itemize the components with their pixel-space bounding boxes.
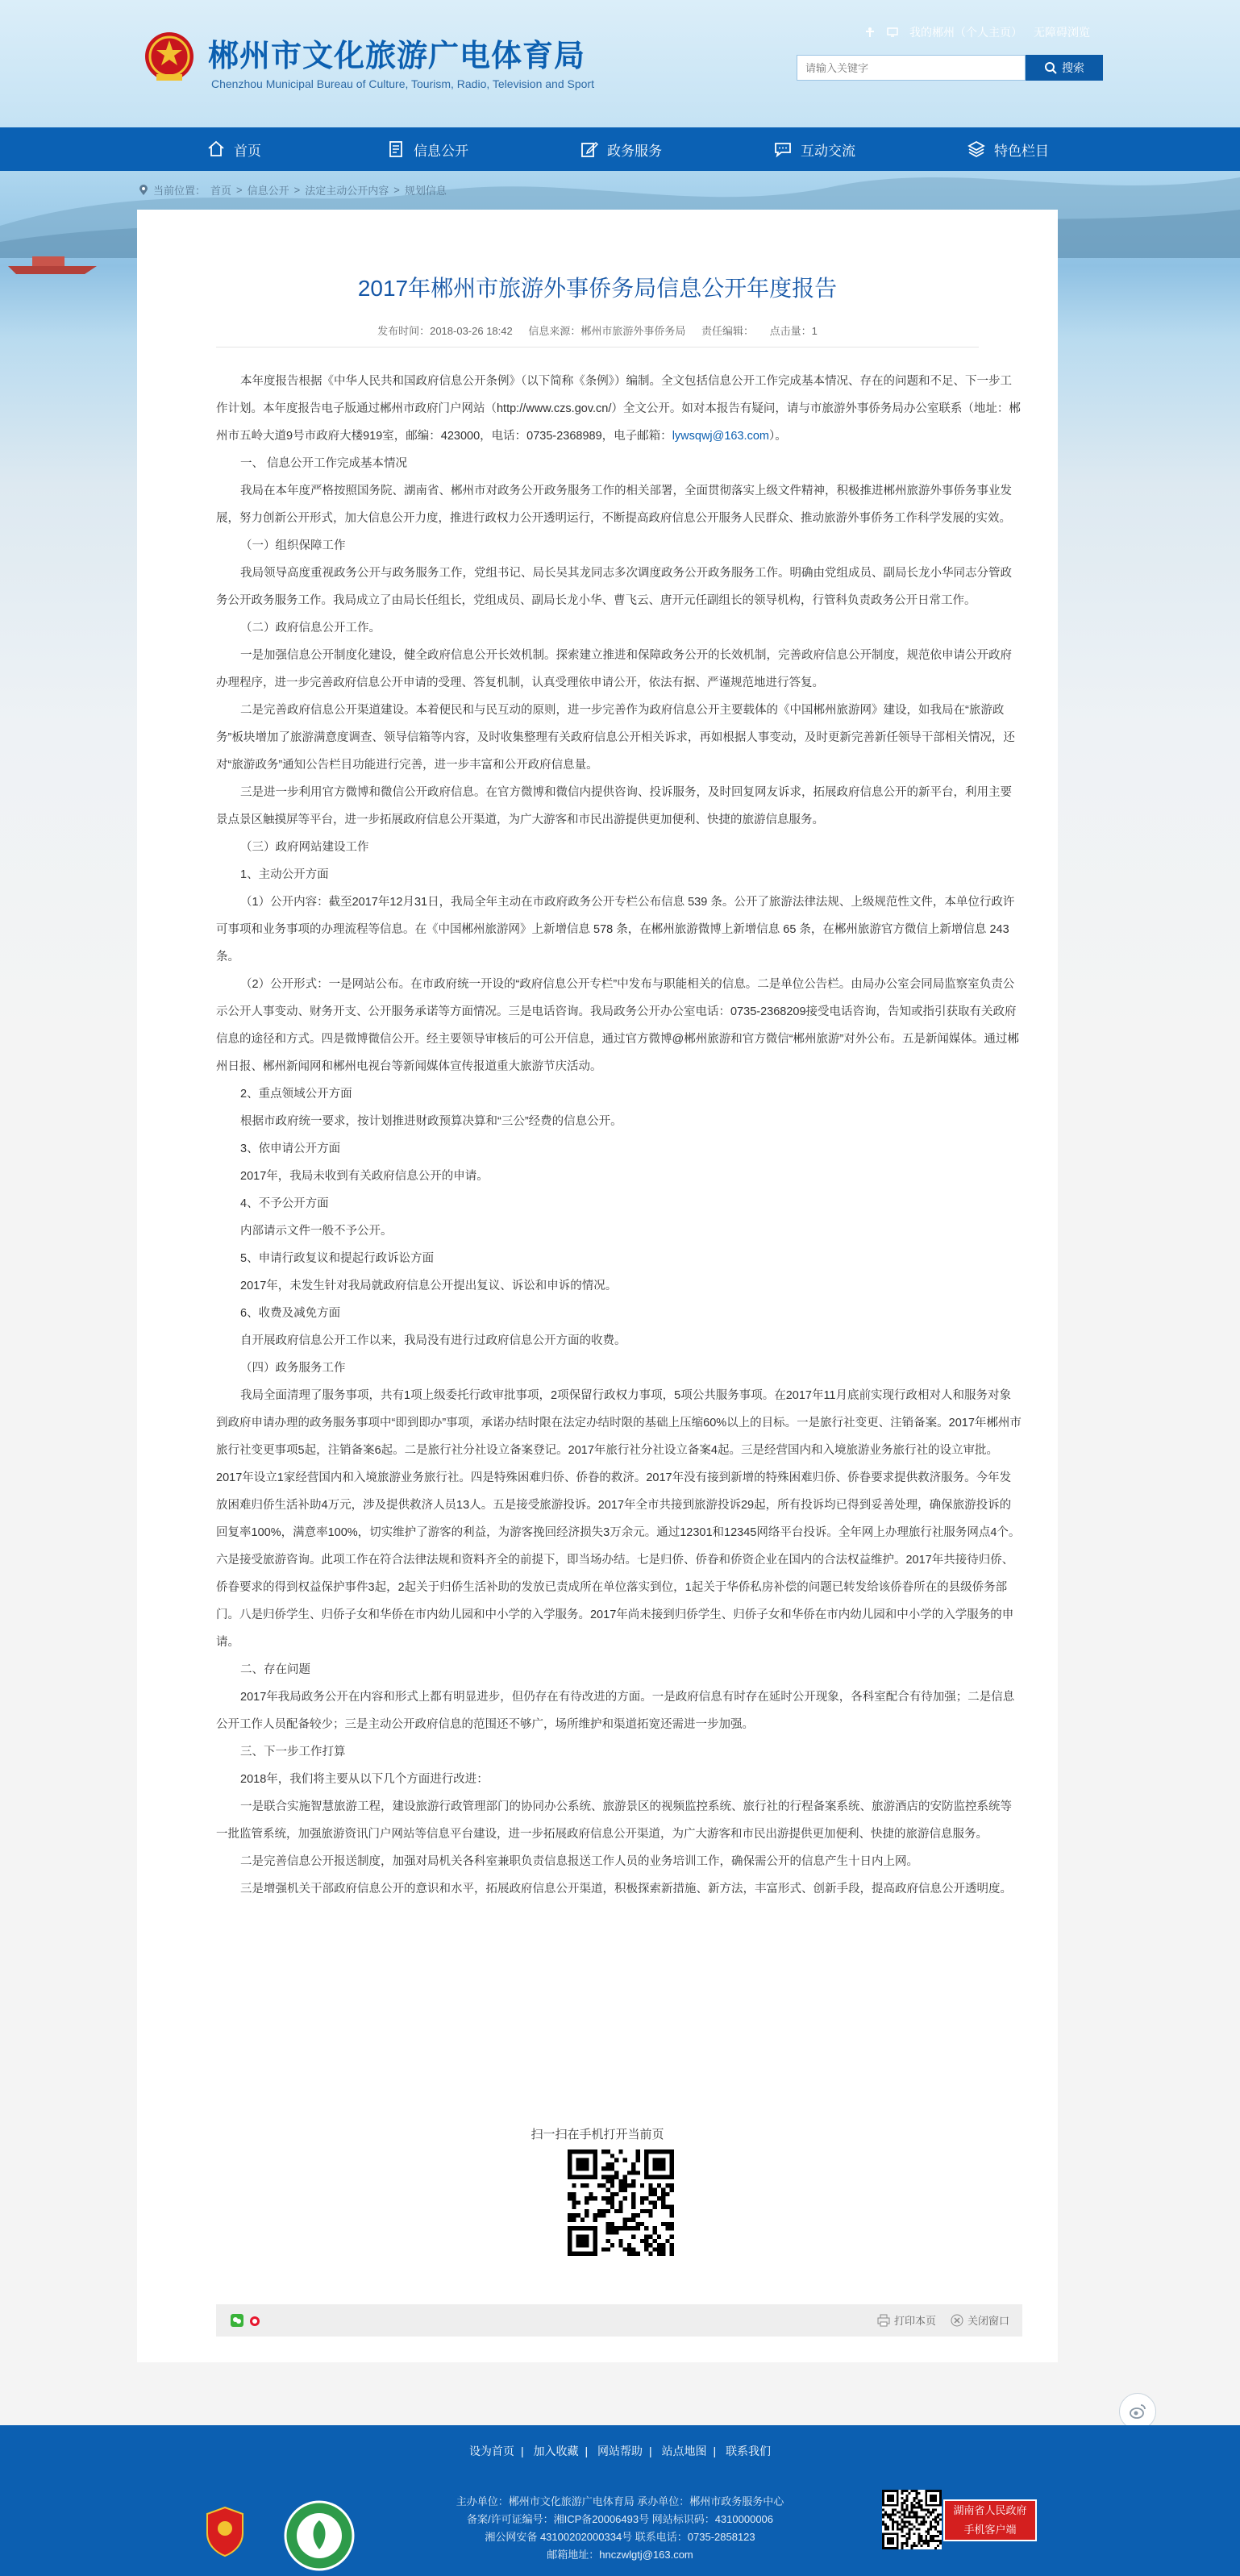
paragraph xyxy=(216,1217,1022,1245)
chat-icon xyxy=(773,139,793,159)
nav-item-interaction[interactable] xyxy=(718,127,911,171)
breadcrumb-item-statutory[interactable]: 法定主动公开内容 xyxy=(305,185,389,197)
weibo-icon xyxy=(1128,2402,1147,2421)
paragraph xyxy=(216,1163,1022,1190)
info-source: 信息来源：郴州市旅游外事侨务局 xyxy=(528,325,686,337)
footer-sponsor: 主办单位：郴州市文化旅游广电体育局 承办单位：郴州市政务服务中心 xyxy=(456,2495,784,2507)
nav-item-label: 互动交流 xyxy=(801,143,855,159)
national-emblem-icon xyxy=(142,29,197,85)
paragraph-text: 3、依申请公开方面 xyxy=(240,1142,341,1155)
paragraph-text: 一是联合实施智慧旅游工程，建设旅游行政管理部门的协同办公系统、旅游景区的视频监控系统、旅行社的行程备案系统、旅游酒店的安防监控系统等一批监管系统，加强旅游资讯门户网站等信息平台建设，进一步拓展政府信息公开渠道，为广大游客和市民出游提供更加便利、快捷的旅游信息服务。 xyxy=(216,1800,1012,1841)
paragraph-text: 三、下一步工作打算 xyxy=(240,1746,346,1758)
paragraph xyxy=(216,560,1022,614)
paragraph xyxy=(216,368,1022,450)
publish-time: 发布时间：2018-03-26 18:42 xyxy=(377,325,513,337)
layers-icon xyxy=(967,139,986,159)
document-icon xyxy=(386,139,406,159)
location-icon xyxy=(139,185,148,196)
section-heading xyxy=(216,614,1022,642)
paragraph-text: 4、不予公开方面 xyxy=(240,1197,329,1210)
footer-link-sitemap[interactable]: 站点地图 xyxy=(661,2445,707,2457)
article-card xyxy=(137,210,1058,2362)
paragraph-text: （一）组织保障工作 xyxy=(240,539,346,552)
paragraph xyxy=(216,642,1022,697)
nav-item-featured[interactable] xyxy=(911,127,1105,171)
footer-police: 湘公网安备 43100202000334号 联系电话：0735-2858123 xyxy=(485,2531,755,2543)
nav-item-gov-service[interactable] xyxy=(524,127,718,171)
top-links xyxy=(864,24,1090,40)
paragraph-text: 三是增强机关干部政府信息公开的意识和水平，拓展政府信息公开渠道，积极探索新措施、新方法，丰富形式、创新手段，提高政府信息公开透明度。 xyxy=(240,1883,1012,1896)
section-heading xyxy=(216,1656,1022,1683)
paragraph-text: （四）政务服务工作 xyxy=(240,1362,346,1375)
main-nav xyxy=(0,127,1240,171)
paragraph-text: 1、主动公开方面 xyxy=(240,868,329,881)
boat-decoration xyxy=(0,242,113,282)
article-toolbar xyxy=(216,2304,1022,2337)
paragraph xyxy=(216,1793,1022,1848)
section-heading xyxy=(216,1080,1022,1108)
paragraph-text: 二是完善政府信息公开渠道建设。本着便民和与民互动的原则，进一步完善作为政府信息公开主要载体的《中国郴州旅游网》建设，如我局在“旅游政务”板块增加了旅游满意度调查、领导信箱等内容，及时收集整理有关政府信息公开相关诉求，再如根据人事变动，及时更新完善新任领导干部相关情况，还对“旅游政务”通知公告栏目功能进行完善，进一步丰富和公开政府信息量。 xyxy=(216,704,1015,772)
footer-links: 设为首页 | 加入收藏 | 网站帮助 | 站点地图 | 联系我们 xyxy=(468,2445,772,2457)
paragraph-text: 内部请示文件一般不予公开。 xyxy=(240,1225,393,1238)
print-button[interactable] xyxy=(877,2312,936,2328)
search-button[interactable] xyxy=(1026,55,1103,81)
nav-item-label: 信息公开 xyxy=(414,143,468,159)
paragraph-text: 三是进一步利用官方微博和微信公开政府信息。在官方微博和微信内提供咨询、投诉服务，及时回复网友诉求，拓展政府信息公开的新平台，利用主要景点景区触摸屏等平台，进一步拓展政府信息公开渠道，为广大游客和市民出游提供更加便利、快捷的旅游信息服务。 xyxy=(216,786,1012,826)
paragraph-text: 2017年，我局未收到有关政府信息公开的申请。 xyxy=(240,1170,489,1183)
close-window-button[interactable] xyxy=(951,2312,1009,2328)
nav-item-label: 政务服务 xyxy=(607,143,662,159)
section-heading xyxy=(216,1245,1022,1272)
paragraph-text: 我局全面清理了服务事项，共有1项上级委托行政审批事项，2项保留行政权力事项，5项公共服务事项。在2017年11月底前实现行政相对人和服务对象到政府申请办理的政务服务事项中“即到即办”事项，承诺办结时限在法定办结时限的基础上压缩60%以上的目标。一是旅行社变更、注销备案。2017年郴州市旅行社变更事项5起，注销备案6起。二是旅行社分社设立备案登记。2017年旅行社分社设立备案4起。三是经营国内和入境旅游业务旅行社的设立审批。2017年设立1家经营国内和入境旅游业务旅行社。四是特殊困难归侨、侨眷的救济。2017年没有接到新增的特殊困难归侨、侨眷要求提供救济服务。今年发放困难归侨生活补助4万元，涉及提供救济人员13人。五是接受旅游投诉。2017年全市共接到旅游投诉29起，所有投诉均已得到妥善处理，确保旅游投诉的回复率100%，满意率100%，切实维护了游客的利益，为游客挽回经济损失3万余元。通过12301和12345网络平台投诉。全年网上办理旅行社服务网点4个。六是接受旅游咨询。此项工作在符合法律法规和资料齐全的前提下，即当场办结。七是归侨、侨眷和侨资企业在国内的合法权益维护。2017年共接待归侨、侨眷要求的得到权益保护事件3起，2起关于归侨生活补助的发放已责成所在单位落实到位，1起关于华侨私房补偿的问题已转发给该侨眷所在的县级侨务部门。八是归侨学生、归侨子女和华侨在市内幼儿园和中小学的入学服务。2017年尚未接到归侨学生、归侨子女和华侨在市内幼儿园和中小学的入学服务的申请。 xyxy=(216,1389,1022,1649)
paragraph-text: 5、申请行政复议和提起行政诉讼方面 xyxy=(240,1252,435,1265)
editor: 责任编辑： xyxy=(701,325,755,337)
section-heading xyxy=(216,1355,1022,1382)
paragraph-text: 6、收费及减免方面 xyxy=(240,1307,341,1320)
accessible-browse-link[interactable]: 无障碍浏览 xyxy=(1034,26,1090,39)
paragraph xyxy=(216,971,1022,1080)
paragraph xyxy=(216,697,1022,779)
site-subtitle: Chenzhou Municipal Bureau of Culture, Tourism, Radio, Television and Sport xyxy=(211,77,594,90)
paragraph-text: 2018年，我们将主要从以下几个方面进行改进： xyxy=(240,1773,489,1786)
section-heading xyxy=(216,861,1022,888)
nav-item-home[interactable] xyxy=(137,127,331,171)
close-label: 关闭窗口 xyxy=(967,2315,1009,2327)
article-title: 2017年郴州市旅游外事侨务局信息公开年度报告 xyxy=(357,276,838,301)
article-meta xyxy=(137,323,1058,338)
paragraph xyxy=(216,1683,1022,1738)
breadcrumb-item-home[interactable]: 首页 xyxy=(210,185,232,197)
paragraph xyxy=(216,1766,1022,1793)
footer-link-favorite[interactable]: 加入收藏 xyxy=(533,2445,579,2457)
paragraph-text: 根据市政府统一要求，按计划推进财政预算决算和“三公”经费的信息公开。 xyxy=(240,1115,622,1128)
footer-email: 邮箱地址：hnczwlgtj@163.com xyxy=(547,2549,693,2561)
section-heading xyxy=(216,1190,1022,1217)
nav-item-label: 首页 xyxy=(234,143,261,159)
close-icon xyxy=(951,2314,963,2327)
paragraph-text: （三）政府网站建设工作 xyxy=(240,841,369,854)
breadcrumb: 当前位置： 首页 > 信息公开 > 法定主动公开内容 > 规划信息 xyxy=(139,182,447,198)
section-heading xyxy=(216,1135,1022,1163)
paragraph xyxy=(216,1382,1022,1656)
paragraph-text: 一、 信息公开工作完成基本情况 xyxy=(240,457,408,470)
breadcrumb-item-planning[interactable]: 规划信息 xyxy=(404,185,447,197)
paragraph xyxy=(216,477,1022,532)
paragraph-text: （1）公开内容：截至2017年12月31日，我局全年主动在市政府政务公开专栏公布信息 539 条。公开了旅游法律法规、上级规范性文件，本单位行政许可事项和业务事项的办理流程等信息。在《中国郴州旅游网》上新增信息 578 条，在郴州旅游微博上新增信息 65 条，在郴州旅游官方微信上新增信息 243 条。 xyxy=(216,896,1015,963)
paragraph xyxy=(216,1272,1022,1300)
qr-code xyxy=(568,2149,674,2256)
monitor-icon xyxy=(887,27,898,38)
print-label: 打印本页 xyxy=(893,2315,936,2327)
paragraph-text: 一是加强信息公开制度化建设，健全政府信息公开长效机制。探索建立推进和保障政务公开的长效机制，完善政府信息公开制度，规范依申请公开政府办理程序，进一步完善政府信息公开申请的受理、答复机制，认真受理依申请公开，依法有据、严谨规范地进行答复。 xyxy=(216,649,1012,689)
section-heading xyxy=(216,1738,1022,1766)
weibo-share-icon[interactable] xyxy=(248,2314,261,2327)
footer-link-set-home[interactable]: 设为首页 xyxy=(468,2445,514,2457)
paragraph xyxy=(216,1108,1022,1135)
qr-caption: 扫一扫在手机打开当前页 xyxy=(531,2128,664,2141)
section-heading xyxy=(216,834,1022,861)
nav-item-info-disclosure[interactable] xyxy=(331,127,524,171)
gov-badge-line1: 湖南省人民政府 xyxy=(953,2504,1027,2516)
site-footer xyxy=(0,2425,1240,2576)
section-heading xyxy=(216,1300,1022,1327)
paragraph-text: （2）公开形式：一是网站公布。在市政府统一开设的“政府信息公开专栏”中发布与职能相关的信息。二是单位公告栏。由局办公室会同局监察室负责公示公开人事变动、财务开支、公开服务承诺等方面情况。三是电话咨询。我局政务公开办公室电话：0735-2368209接受电话咨询，告知或指引获取有关政府信息的途径和方式。四是微博微信公开。经主要领导审核后的可公开信息，通过官方微博@郴州旅游和官方微信“郴州旅游”对外公布。五是新闻媒体。通过郴州日报、郴州新闻网和郴州电视台等新闻媒体宣传报道重大旅游节庆活动。 xyxy=(216,978,1019,1073)
gov-badge-line2: 手机客户端 xyxy=(963,2524,1017,2536)
search-icon xyxy=(1044,61,1057,74)
accessibility-icon[interactable] xyxy=(864,27,876,38)
search-input[interactable] xyxy=(797,55,1026,81)
paragraph xyxy=(216,1875,1022,1903)
wechat-share-icon[interactable] xyxy=(231,2314,243,2327)
paragraph xyxy=(216,1327,1022,1355)
footer-info xyxy=(0,2493,1240,2564)
paragraph-text: 2017年我局政务公开在内容和形式上都有明显进步，但仍存在有待改进的方面。一是政府信息有时存在延时公开现象，各科室配合有待加强；二是信息公开工作人员配备较少；三是主动公开政府信息的范围还不够广，场所维护和渠道拓宽还需进一步加强。 xyxy=(216,1691,1015,1731)
paragraph-text: （二）政府信息公开工作。 xyxy=(240,622,381,635)
site-title: 郴州市文化旅游广电体育局 xyxy=(208,40,586,73)
click-count: 点击量：1 xyxy=(769,325,818,337)
hunan-gov-app-badge[interactable] xyxy=(943,2499,1037,2541)
edit-icon xyxy=(580,139,599,159)
paragraph-text: 二、存在问题 xyxy=(240,1663,310,1676)
paragraph-text: 二是完善信息公开报送制度，加强对局机关各科室兼职负责信息报送工作人员的业务培训工作，确保需公开的信息产生十日内上网。 xyxy=(240,1855,918,1868)
home-icon xyxy=(206,139,226,159)
paragraph-text: 2、重点领域公开方面 xyxy=(240,1088,352,1101)
printer-icon xyxy=(877,2314,890,2327)
paragraph xyxy=(216,779,1022,834)
breadcrumb-item-info[interactable]: 信息公开 xyxy=(247,185,289,197)
paragraph-text: 本年度报告根据《中华人民共和国政府信息公开条例》（以下简称《条例》）编制。全文包括信息公开工作完成基本情况、存在的问题和不足、下一步工作计划。本年度报告电子版通过郴州市政府门户网站（http://www.czs.gov.cn/）全文公开。如对本报告有疑问，请与市旅游外事侨务局办公室联系（地址：郴州市五岭大道9号市政府大楼919室，邮编：423000，电话：0735-2368989，电子邮箱： xyxy=(216,375,1021,443)
footer-link-contact[interactable]: 联系我们 xyxy=(726,2445,772,2457)
paragraph xyxy=(216,888,1022,971)
section-heading xyxy=(216,450,1022,477)
contact-email-tail: ）。 xyxy=(768,430,787,443)
article-body xyxy=(216,368,1022,1903)
paragraph-text: 我局在本年度严格按照国务院、湖南省、郴州市对政务公开政务服务工作的相关部署，全面贯彻落实上级文件精神，积极推进郴州旅游外事侨务事业发展，努力创新公开形式，加大信息公开力度，推进行政权力公开透明运行，不断提高政府信息公开服务人民群众、推动旅游外事侨务工作科学发展的实效。 xyxy=(216,485,1012,525)
footer-icp: 备案/许可证编号：湘ICP备20006493号 网站标识码：4310000006 xyxy=(466,2513,774,2525)
paragraph-text: 2017年，未发生针对我局就政府信息公开提出复议、诉讼和申诉的情况。 xyxy=(240,1280,618,1292)
search-button-label: 搜索 xyxy=(1062,61,1084,74)
footer-link-help[interactable]: 网站帮助 xyxy=(597,2445,643,2457)
breadcrumb-prefix: 当前位置： xyxy=(153,185,206,197)
contact-email-link[interactable]: lywsqwj@163.com xyxy=(672,430,769,443)
paragraph-text: 自开展政府信息公开工作以来，我局没有进行过政府信息公开方面的收费。 xyxy=(240,1334,626,1347)
footer-qr-code xyxy=(882,2490,942,2549)
my-chenzhou-link[interactable]: 我的郴州（个人主页） xyxy=(909,26,1022,39)
nav-item-label: 特色栏目 xyxy=(994,143,1049,159)
paragraph-text: 我局领导高度重视政务公开与政务服务工作，党组书记、局长吴其龙同志多次调度政务公开政务服务工作。明确由党组成员、副局长龙小华同志分管政务公开政务服务工作。我局成立了由局长任组长，党组成员、副局长龙小华、曹飞云、唐开元任副组长的领导机构，行管科负责政务公开日常工作。 xyxy=(216,567,1012,607)
paragraph xyxy=(216,1848,1022,1875)
site-header xyxy=(0,0,1240,127)
section-heading xyxy=(216,532,1022,560)
